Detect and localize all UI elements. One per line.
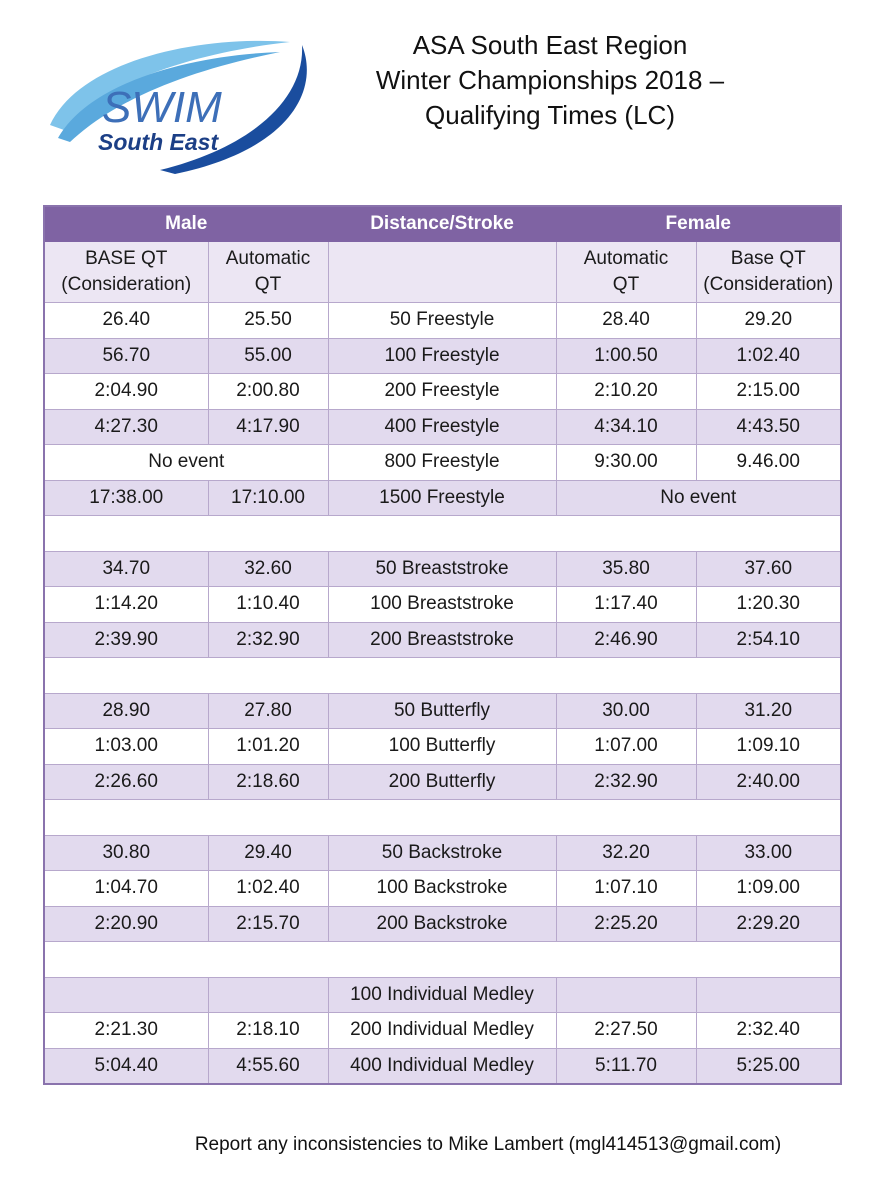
table-row: 1:04.70 1:02.40 100 Backstroke 1:07.10 1:09.00 — [44, 871, 841, 907]
spacer-row — [44, 516, 841, 552]
male-automatic-qt-header: Automatic QT — [208, 242, 328, 303]
group-header-row — [44, 206, 841, 242]
swim-south-east-logo — [40, 30, 320, 175]
table-row: 2:04.90 2:00.80 200 Freestyle 2:10.20 2:15.00 — [44, 374, 841, 410]
female-base-qt-header: Base QT (Consideration) — [696, 242, 841, 303]
logo-swoosh-icon — [40, 30, 320, 175]
page-title — [340, 28, 760, 133]
table-row: 2:26.60 2:18.60 200 Butterfly 2:32.90 2:40.00 — [44, 764, 841, 800]
table-row: 2:39.90 2:32.90 200 Breaststroke 2:46.90 2:54.10 — [44, 622, 841, 658]
logo-swim-text: SWIM — [102, 83, 222, 132]
table-row: 1:03.00 1:01.20 100 Butterfly 1:07.00 1:09.10 — [44, 729, 841, 765]
table-row: 26.40 25.50 50 Freestyle 28.40 29.20 — [44, 303, 841, 339]
table-row: 100 Individual Medley — [44, 977, 841, 1013]
title-line-3: Qualifying Times (LC) — [425, 100, 675, 130]
distance-stroke-subheader — [328, 242, 556, 303]
spacer-row — [44, 658, 841, 694]
table-row: No event 800 Freestyle 9:30.00 9.46.00 — [44, 445, 841, 481]
spacer-row — [44, 942, 841, 978]
spacer-row — [44, 800, 841, 836]
table-row: 5:04.40 4:55.60 400 Individual Medley 5:11.70 5:25.00 — [44, 1048, 841, 1084]
table-row: 30.80 29.40 50 Backstroke 32.20 33.00 — [44, 835, 841, 871]
table-row: 2:21.30 2:18.10 200 Individual Medley 2:27.50 2:32.40 — [44, 1013, 841, 1049]
logo-south-east-text: South East — [98, 129, 219, 155]
table-row: 34.70 32.60 50 Breaststroke 35.80 37.60 — [44, 551, 841, 587]
sub-header-row — [44, 242, 841, 303]
female-automatic-qt-header: Automatic QT — [556, 242, 696, 303]
table-row: 17:38.00 17:10.00 1500 Freestyle No event — [44, 480, 841, 516]
table-row: 1:14.20 1:10.40 100 Breaststroke 1:17.40 1:20.30 — [44, 587, 841, 623]
female-header: Female — [556, 206, 841, 242]
table-row: 4:27.30 4:17.90 400 Freestyle 4:34.10 4:43.50 — [44, 409, 841, 445]
title-line-2: Winter Championships 2018 – — [375, 65, 725, 95]
table-row: 2:20.90 2:15.70 200 Backstroke 2:25.20 2:29.20 — [44, 906, 841, 942]
male-base-qt-header: BASE QT (Consideration) — [44, 242, 208, 303]
male-header: Male — [44, 206, 328, 242]
title-line-1: ASA South East Region — [412, 30, 688, 60]
distance-stroke-header: Distance/Stroke — [328, 206, 556, 242]
table-row: 56.70 55.00 100 Freestyle 1:00.50 1:02.40 — [44, 338, 841, 374]
table-row: 28.90 27.80 50 Butterfly 30.00 31.20 — [44, 693, 841, 729]
qualifying-times-table — [43, 205, 842, 1085]
footer-note: Report any inconsistencies to Mike Lambert (mgl414513@gmail.com) — [194, 1134, 782, 1155]
